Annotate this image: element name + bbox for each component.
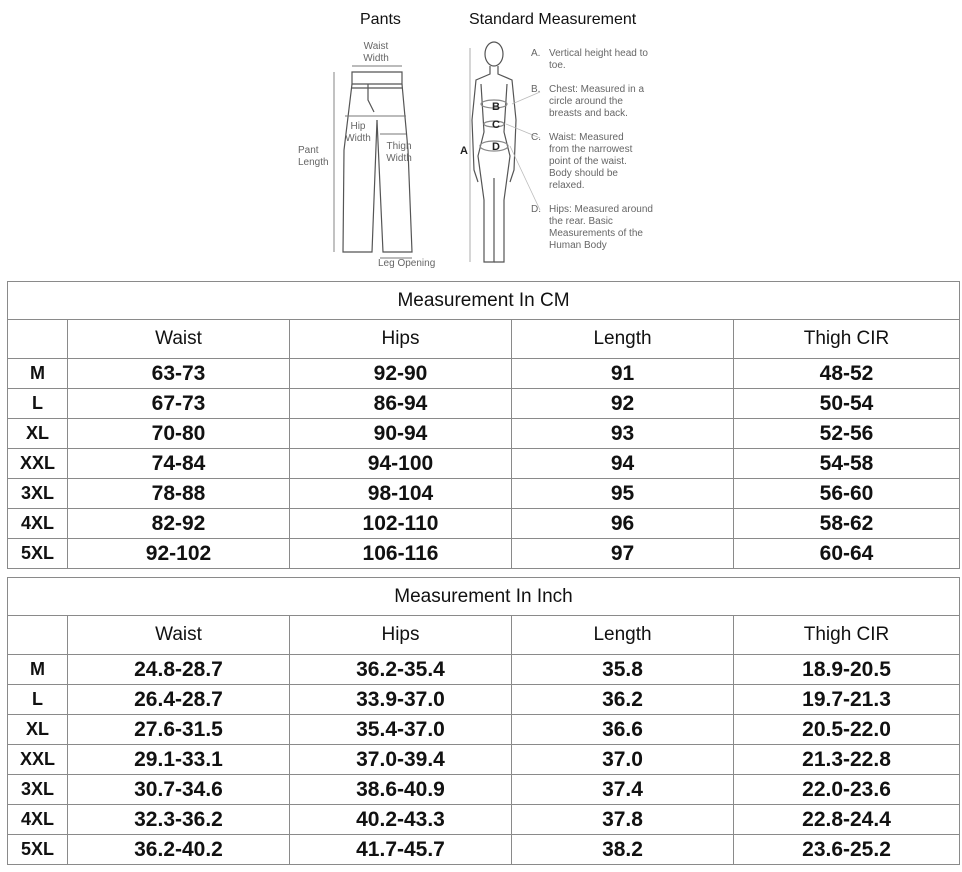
- table-row: [8, 509, 960, 539]
- note-a-key: A.: [531, 48, 541, 59]
- waist-cell: 24.8-28.7: [68, 655, 290, 685]
- thigh-cir-cell: 23.6-25.2: [734, 835, 960, 865]
- note-c-text: Waist: Measured from the narrowest point of the waist. Body should be relaxed.: [549, 132, 633, 191]
- standard-measurement-title: Standard Measurement: [469, 11, 637, 28]
- waist-cell: 70-80: [68, 419, 290, 449]
- size-cell: 5XL: [8, 835, 68, 865]
- note-d-key: D.: [531, 204, 541, 215]
- thigh-cir-cell: 60-64: [734, 539, 960, 569]
- waist-width-label: Waist Width: [363, 41, 389, 64]
- hips-cell: 37.0-39.4: [290, 745, 512, 775]
- thigh-cir-cell: 56-60: [734, 479, 960, 509]
- thigh-cir-cell: 19.7-21.3: [734, 685, 960, 715]
- header-hips: Hips: [290, 320, 512, 359]
- table-row: [8, 539, 960, 569]
- hips-cell: 41.7-45.7: [290, 835, 512, 865]
- header-hips: Hips: [290, 616, 512, 655]
- size-cell: L: [8, 685, 68, 715]
- header-waist: Waist: [68, 320, 290, 359]
- hips-cell: 33.9-37.0: [290, 685, 512, 715]
- hips-cell: 86-94: [290, 389, 512, 419]
- table-header-row: [8, 320, 960, 359]
- table-row: [8, 419, 960, 449]
- waist-cell: 30.7-34.6: [68, 775, 290, 805]
- size-cell: XXL: [8, 449, 68, 479]
- table-title-row: [8, 282, 960, 320]
- hips-cell: 38.6-40.9: [290, 775, 512, 805]
- table-row: [8, 835, 960, 865]
- size-cell: M: [8, 655, 68, 685]
- length-cell: 37.4: [512, 775, 734, 805]
- size-cell: 4XL: [8, 805, 68, 835]
- header-length: Length: [512, 320, 734, 359]
- length-cell: 35.8: [512, 655, 734, 685]
- size-cell: XL: [8, 419, 68, 449]
- header-length: Length: [512, 616, 734, 655]
- hips-cell: 90-94: [290, 419, 512, 449]
- length-cell: 96: [512, 509, 734, 539]
- thigh-cir-cell: 22.8-24.4: [734, 805, 960, 835]
- waist-cell: 92-102: [68, 539, 290, 569]
- hips-cell: 106-116: [290, 539, 512, 569]
- body-letter-a: A: [460, 145, 468, 157]
- size-cell: L: [8, 389, 68, 419]
- length-cell: 37.0: [512, 745, 734, 775]
- hip-width-label: Hip Width: [345, 121, 371, 144]
- thigh-cir-cell: 22.0-23.6: [734, 775, 960, 805]
- size-table-cm: [7, 281, 960, 569]
- length-cell: 36.2: [512, 685, 734, 715]
- table-row: [8, 775, 960, 805]
- table-title-cm: Measurement In CM: [8, 282, 960, 320]
- waist-cell: 63-73: [68, 359, 290, 389]
- table-row: [8, 449, 960, 479]
- header-size: [8, 616, 68, 655]
- waist-cell: 27.6-31.5: [68, 715, 290, 745]
- length-cell: 38.2: [512, 835, 734, 865]
- thigh-cir-cell: 50-54: [734, 389, 960, 419]
- table-row: [8, 655, 960, 685]
- thigh-cir-cell: 18.9-20.5: [734, 655, 960, 685]
- note-b-text: Chest: Measured in a circle around the breasts and back.: [549, 84, 645, 119]
- waist-cell: 26.4-28.7: [68, 685, 290, 715]
- table-row: [8, 389, 960, 419]
- waist-cell: 29.1-33.1: [68, 745, 290, 775]
- table-row: [8, 715, 960, 745]
- size-cell: 3XL: [8, 775, 68, 805]
- length-cell: 91: [512, 359, 734, 389]
- diagram-illustration: [0, 0, 962, 278]
- hips-cell: 102-110: [290, 509, 512, 539]
- hips-cell: 36.2-35.4: [290, 655, 512, 685]
- leg-opening-label: Leg Opening: [378, 258, 436, 269]
- header-size: [8, 320, 68, 359]
- pant-length-label: Pant Length: [298, 145, 329, 168]
- length-cell: 37.8: [512, 805, 734, 835]
- size-cell: XL: [8, 715, 68, 745]
- body-letter-c: C: [492, 119, 500, 131]
- waist-cell: 32.3-36.2: [68, 805, 290, 835]
- hips-cell: 98-104: [290, 479, 512, 509]
- note-b-key: B.: [531, 84, 541, 95]
- thigh-cir-cell: 52-56: [734, 419, 960, 449]
- length-cell: 94: [512, 449, 734, 479]
- table-row: [8, 479, 960, 509]
- measurement-diagram: [0, 0, 962, 278]
- body-letter-b: B: [492, 101, 500, 113]
- hips-cell: 40.2-43.3: [290, 805, 512, 835]
- thigh-cir-cell: 58-62: [734, 509, 960, 539]
- size-table-inch: [7, 577, 960, 865]
- waist-cell: 78-88: [68, 479, 290, 509]
- header-thigh-cir: Thigh CIR: [734, 320, 960, 359]
- table-title-row: [8, 578, 960, 616]
- thigh-cir-cell: 20.5-22.0: [734, 715, 960, 745]
- table-row: [8, 805, 960, 835]
- table-header-row: [8, 616, 960, 655]
- length-cell: 93: [512, 419, 734, 449]
- size-cell: XXL: [8, 745, 68, 775]
- header-waist: Waist: [68, 616, 290, 655]
- body-letter-d: D: [492, 141, 500, 153]
- note-a-text: Vertical height head to toe.: [549, 48, 648, 71]
- thigh-cir-cell: 54-58: [734, 449, 960, 479]
- pants-title: Pants: [360, 11, 401, 28]
- length-cell: 95: [512, 479, 734, 509]
- size-cell: 3XL: [8, 479, 68, 509]
- thigh-cir-cell: 48-52: [734, 359, 960, 389]
- table-title-inch: Measurement In Inch: [8, 578, 960, 616]
- length-cell: 36.6: [512, 715, 734, 745]
- waist-cell: 67-73: [68, 389, 290, 419]
- note-c-key: C.: [531, 132, 541, 143]
- hips-cell: 35.4-37.0: [290, 715, 512, 745]
- table-row: [8, 685, 960, 715]
- waist-cell: 36.2-40.2: [68, 835, 290, 865]
- waist-cell: 82-92: [68, 509, 290, 539]
- size-cell: M: [8, 359, 68, 389]
- waist-cell: 74-84: [68, 449, 290, 479]
- hips-cell: 94-100: [290, 449, 512, 479]
- header-thigh-cir: Thigh CIR: [734, 616, 960, 655]
- size-cell: 4XL: [8, 509, 68, 539]
- length-cell: 92: [512, 389, 734, 419]
- size-cell: 5XL: [8, 539, 68, 569]
- length-cell: 97: [512, 539, 734, 569]
- note-d-text: Hips: Measured around the rear. Basic Measurements of the Human Body: [549, 204, 653, 251]
- table-row: [8, 745, 960, 775]
- table-row: [8, 359, 960, 389]
- hips-cell: 92-90: [290, 359, 512, 389]
- thigh-cir-cell: 21.3-22.8: [734, 745, 960, 775]
- thigh-width-label: Thigh Width: [386, 141, 412, 164]
